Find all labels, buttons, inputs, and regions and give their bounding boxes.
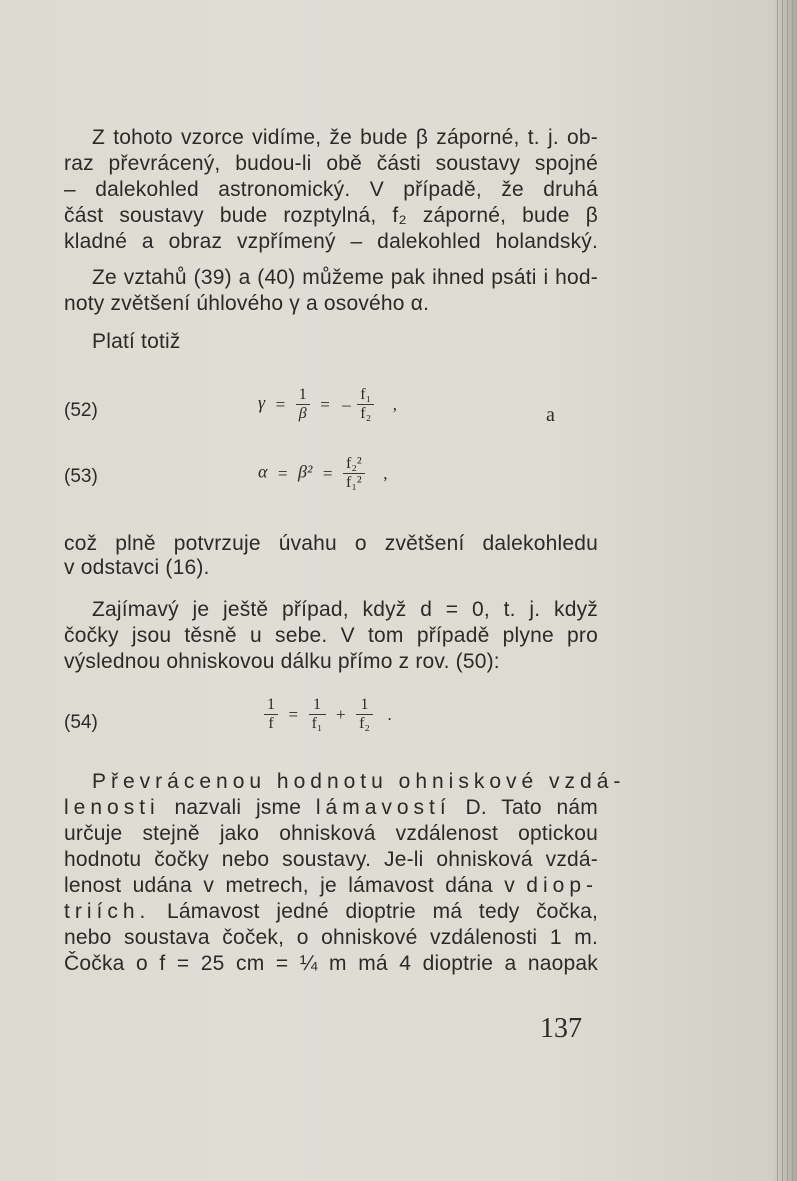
fraction: $\frac{1}{\text{f₁}}$	[309, 696, 326, 733]
equation-number: (54)	[64, 712, 98, 733]
equation-body: $\frac{1}{f}$ = $\frac{1}{\text{f₁}}$ + $\frac{1}{\text{f₂}}$ .	[264, 696, 398, 733]
text-line: – dalekohled astronomický. V případě, že druhá	[64, 178, 598, 201]
text-line: lenosti nazvali jsme lámavostí D. Tato nám	[64, 796, 598, 819]
page-number: 137	[540, 1013, 582, 1044]
fraction: $\frac{1}{\beta}$	[296, 386, 310, 423]
spaced-word: diop-	[526, 874, 598, 897]
text-line: Zajímavý je ještě případ, když d = 0, t. j. když	[92, 598, 598, 621]
spaced-word: triích.	[64, 900, 151, 923]
text-line: čočky jsou těsně u sebe. V tom případě plyne pro	[64, 624, 598, 647]
text-line: v odstavci (16).	[64, 556, 210, 579]
equation-body: γ = $\frac{1}{\beta}$ = – $\frac{\text{f₁}}{\text{f₂}}$ ,	[258, 386, 397, 422]
text-line: raz převrácený, budou-li obě části soustavy spojné	[64, 152, 598, 175]
fraction: $\frac{\text{f₁}}{\text{f₂}}$	[357, 386, 374, 423]
text-line: Platí totiž	[92, 330, 181, 353]
spaced-word: lenosti	[64, 796, 160, 819]
text-line: kladné a obraz vzpřímený – dalekohled holandský.	[64, 230, 598, 253]
text-line: Ze vztahů (39) a (40) můžeme pak ihned psáti i hod-	[92, 266, 598, 289]
equation-number: (53)	[64, 466, 98, 487]
text-line-spaced: Převrácenou hodnotu ohniskové vzdá-	[92, 770, 626, 793]
spaced-word: lámavostí	[315, 796, 451, 819]
gamma-symbol: γ	[258, 392, 266, 413]
text-line: Z tohoto vzorce vidíme, že bude β záporné, t. j. ob-	[92, 126, 598, 149]
text-line: hodnotu čočky nebo soustavy. Je-li ohnisková vzdá-	[64, 848, 598, 871]
fraction: $\frac{1}{\text{f₂}}$	[356, 696, 373, 733]
text-line: Čočka o f = 25 cm = ¼ m má 4 dioptrie a naopak	[64, 952, 598, 975]
equation-body: α = β² = $\frac{\text{f₂²}}{\text{f₁²}}$ ,	[258, 455, 388, 491]
text-line: nebo soustava čoček, o ohniskové vzdálenosti 1 m.	[64, 926, 598, 949]
text-line: výslednou ohniskovou dálku přímo z rov. (50):	[64, 650, 500, 673]
fraction: $\frac{1}{f}$	[264, 696, 278, 733]
text-line: část soustavy bude rozptylná, f₂ záporné, bude β	[64, 204, 598, 227]
equation-number: (52)	[64, 400, 98, 421]
alpha-symbol: α	[258, 461, 268, 482]
text-line: noty zvětšení úhlového γ a osového α.	[64, 292, 430, 315]
text-line: triích. Lámavost jedné dioptrie má tedy čočka,	[64, 900, 598, 923]
page-edge	[773, 0, 797, 1181]
equation-trailing-word: a	[546, 404, 555, 426]
fraction: $\frac{\text{f₂²}}{\text{f₁²}}$	[343, 455, 365, 492]
text-line: což plně potvrzuje úvahu o zvětšení dalekohledu	[64, 532, 598, 555]
text-line: určuje stejně jako ohnisková vzdálenost optickou	[64, 822, 598, 845]
text-line: lenost udána v metrech, je lámavost dána v diop-	[64, 874, 598, 897]
